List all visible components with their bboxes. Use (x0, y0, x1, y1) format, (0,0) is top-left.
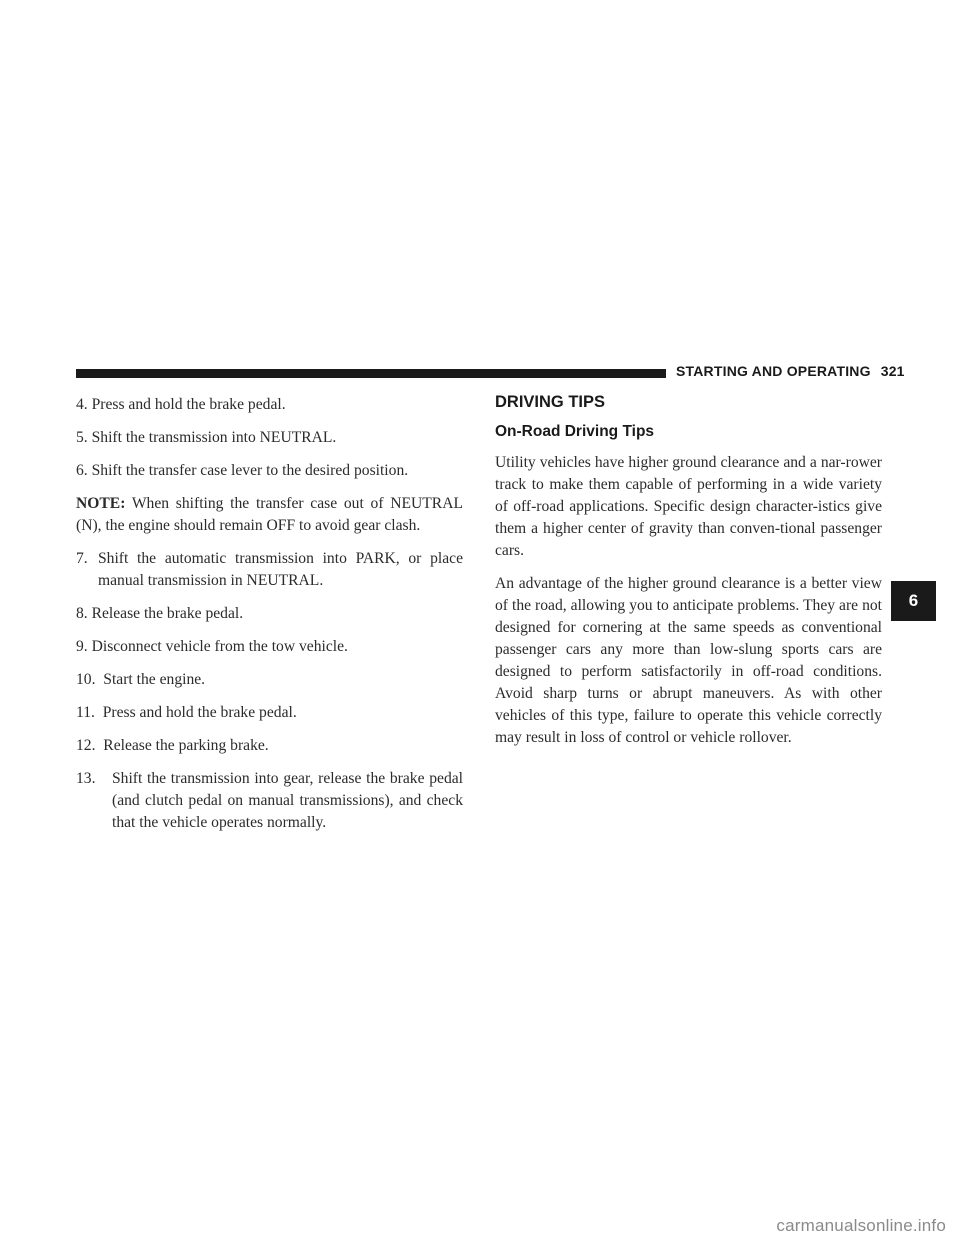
step-number: 9. (76, 638, 92, 655)
step-text: Shift the transmission into gear, release the brake pedal (and clutch pedal on manual transmissions), and check that the vehicle operates normally. (112, 770, 463, 831)
running-header (676, 363, 905, 379)
step-number: 5. (76, 429, 92, 446)
chapter-tab: 6 (891, 581, 936, 621)
list-item (76, 669, 463, 691)
step-number: 8. (76, 605, 92, 622)
step-text: Start the engine. (103, 671, 206, 688)
list-item (76, 702, 463, 724)
step-number: 11. (76, 704, 103, 721)
list-item (76, 548, 463, 592)
list-item (76, 603, 463, 625)
step-number: 6. (76, 462, 92, 479)
page-number: 321 (880, 363, 905, 379)
list-item (76, 735, 463, 757)
list-item (76, 394, 463, 416)
step-number: 12. (76, 737, 104, 754)
step-text: Release the parking brake. (103, 737, 269, 754)
right-column (495, 391, 882, 760)
body-paragraph: Utility vehicles have higher ground clearance and a nar-rower track to make them capable of performing in a wide variety of off-road applications. Specific design character-istics give them a higher center of gravity than conven-tional passenger cars. (495, 454, 882, 559)
section-title: STARTING AND OPERATING (676, 363, 871, 379)
step-text: Shift the automatic transmission into PARK, or place manual transmission in NEUTRAL. (98, 550, 463, 589)
list-item (76, 427, 463, 449)
step-number: 4. (76, 396, 92, 413)
step-number: 10. (76, 671, 104, 688)
note-paragraph (76, 493, 463, 537)
step-text: Release the brake pedal. (91, 605, 244, 622)
list-item (76, 768, 463, 834)
step-number: 7. (76, 550, 92, 567)
step-text: Shift the transmission into NEUTRAL. (91, 429, 337, 446)
header-rule (76, 369, 666, 378)
step-text: Disconnect vehicle from the tow vehicle. (91, 638, 348, 655)
step-text: Press and hold the brake pedal. (102, 704, 297, 721)
body-paragraph: An advantage of the higher ground clearance is a better view of the road, allowing you to anticipate problems. They are not designed for cornering at the same speeds as conventional passenger cars any more than low-slung sports cars are designed to perform satisfactorily in off-road conditions. Avoid sharp turns or abrupt maneuvers. As with other vehicles of this type, failure to operate this vehicle correctly may result in loss of control or vehicle rollover. (495, 575, 882, 746)
left-column (76, 394, 463, 845)
list-item (76, 460, 463, 482)
note-text: When shifting the transfer case out of NEUTRAL (N), the engine should remain OFF to avoid gear clash. (76, 495, 463, 534)
subsection-heading: On-Road Driving Tips (495, 423, 655, 440)
step-number: 13. (76, 770, 104, 787)
watermark-text: carmanualsonline.info (776, 1216, 946, 1235)
note-label: NOTE: (76, 495, 126, 512)
list-item (76, 636, 463, 658)
step-text: Shift the transfer case lever to the desired position. (91, 462, 409, 479)
section-heading: DRIVING TIPS (495, 393, 606, 411)
step-text: Press and hold the brake pedal. (91, 396, 286, 413)
